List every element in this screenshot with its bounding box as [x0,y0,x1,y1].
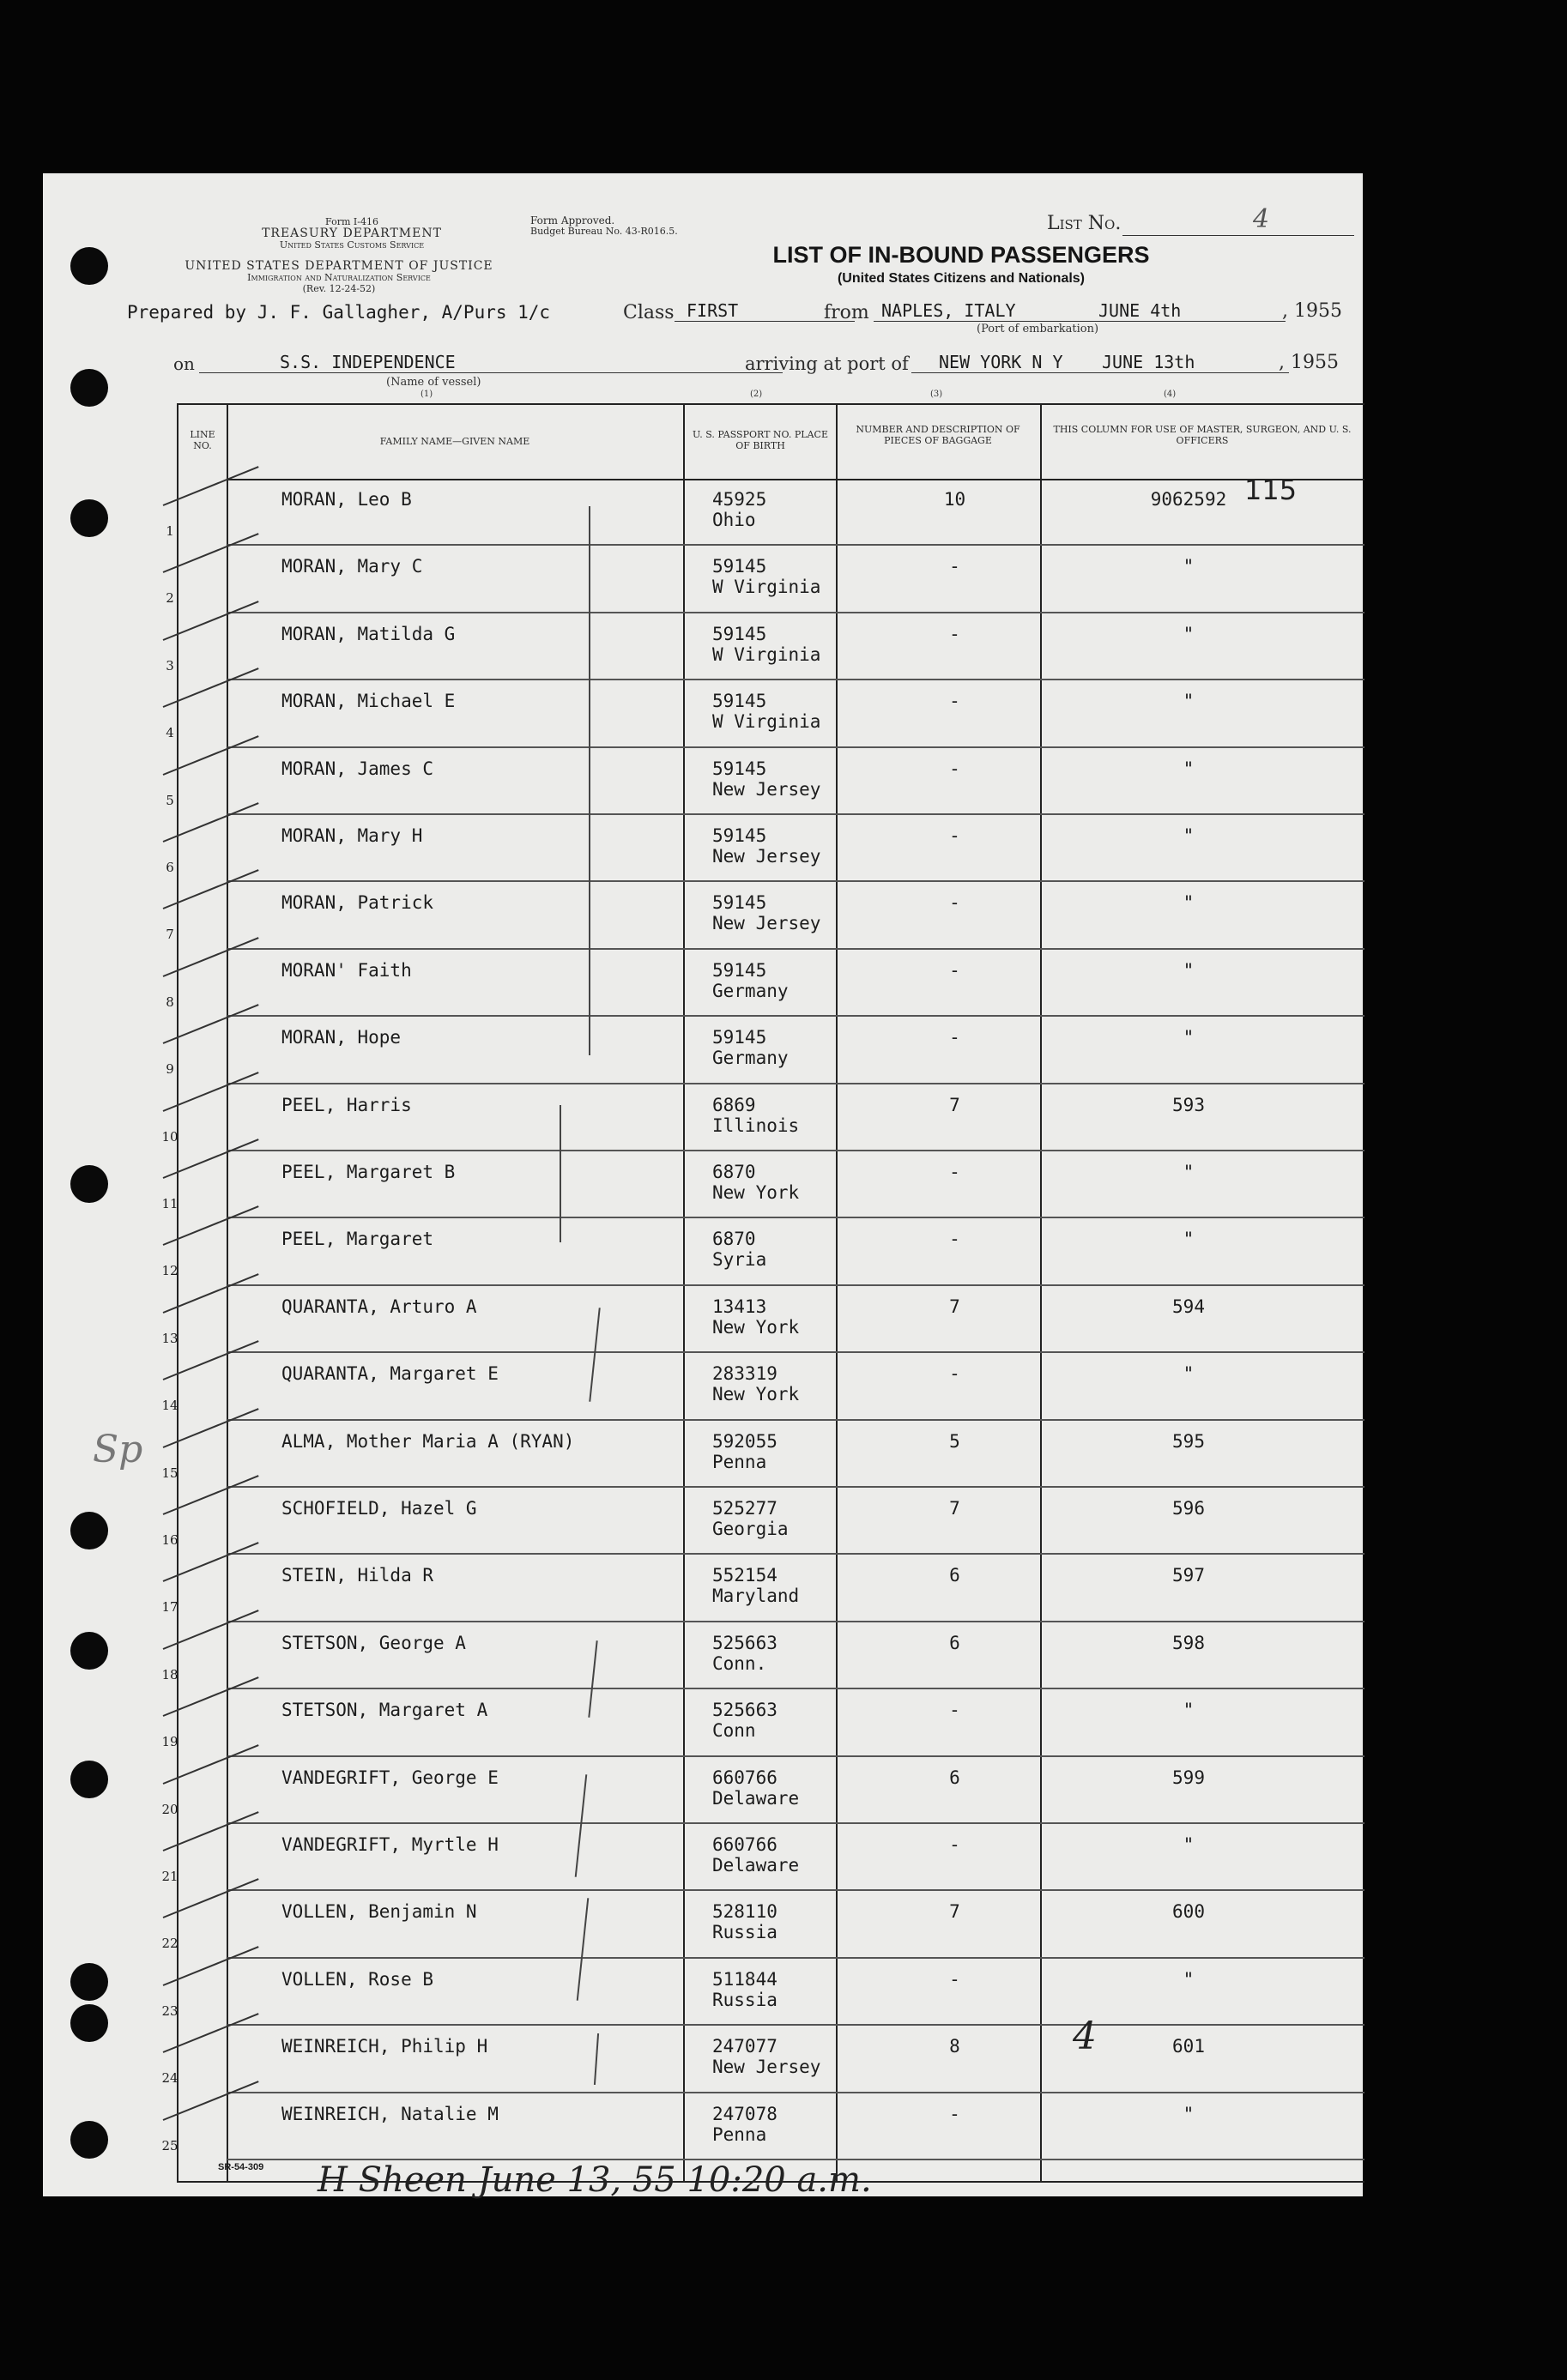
officer-entry: " [1183,691,1195,712]
passport-no: 13413 [712,1296,767,1317]
depart-year: , 1955 [1282,300,1342,322]
passport-no: 660766 [712,1767,777,1788]
table-row [43,815,1363,882]
birthplace: Syria [712,1249,767,1271]
birthplace: Illinois [712,1114,800,1136]
form-number: Form I-416 [325,216,378,227]
line-number: 8 [166,994,174,1010]
line-number: 16 [161,1532,178,1548]
line-number: 13 [161,1330,178,1346]
birthplace: Germany [712,980,789,1001]
line-number: 6 [166,860,174,875]
officer-entry: " [1183,1968,1195,1990]
table-row [43,1218,1363,1285]
passenger-name: WEINREICH, Natalie M [281,2103,499,2124]
form-title: LIST OF IN-BOUND PASSENGERS [772,242,1150,268]
class-value: FIRST [687,300,739,321]
officer-entry: 599 [1172,1767,1205,1788]
table-row [43,1421,1363,1488]
table-row [43,2093,1363,2160]
passenger-name: MORAN, Mary C [281,556,423,577]
birthplace: Delaware [712,1855,800,1876]
baggage-count: 7 [949,1296,960,1317]
line-number: 12 [161,1263,178,1279]
birthplace: New Jersey [712,778,821,800]
birthplace: Penna [712,1451,767,1472]
passenger-name: PEEL, Harris [281,1094,412,1115]
officer-entry: " [1183,1700,1195,1721]
justice-dept: UNITED STATES DEPARTMENT OF JUSTICE [185,259,493,273]
table-row [43,1555,1363,1622]
baggage-count: 8 [949,2036,960,2057]
passport-no: 525277 [712,1498,777,1519]
passport-no: 525663 [712,1632,777,1653]
line-number: 22 [161,1936,178,1952]
birthplace: Conn. [712,1652,767,1674]
line-number: 11 [161,1196,178,1211]
baggage-count: - [949,1027,960,1048]
officer-entry: " [1183,623,1195,644]
line-number: 1 [166,523,174,539]
officer-entry: 598 [1172,1632,1205,1653]
passenger-name: MORAN, Michael E [281,691,456,712]
from-label: from [824,302,869,323]
binder-hole [70,369,108,407]
passport-no: 660766 [712,1834,777,1855]
table-row [43,1286,1363,1353]
line-number: 4 [166,725,174,741]
line-number: 23 [161,2002,178,2019]
passport-no: 592055 [712,1430,777,1452]
baggage-count: 6 [949,1565,960,1586]
arrival-date: JUNE 13th [1102,352,1195,372]
list-no-value: 4 [1253,204,1270,234]
passport-no: 528110 [712,1901,777,1923]
line-number: 24 [161,2070,178,2087]
passenger-name: PEEL, Margaret B [281,1162,456,1182]
moran-bracket [589,506,590,1055]
baggage-count: - [949,1700,960,1721]
birthplace: Russia [712,1922,777,1943]
arriving-label: arriving at port of [745,353,909,374]
officer-entry: " [1183,2103,1195,2124]
baggage-count: - [949,623,960,644]
line-number: 19 [161,1734,178,1750]
col-header-passport: U. S. PASSPORT NO. PLACE OF BIRTH [692,429,829,451]
birthplace: Georgia [712,1519,789,1539]
treasury-dept: TREASURY DEPARTMENT [262,227,442,240]
birthplace: Germany [712,1048,789,1069]
passenger-name: STETSON, Margaret A [281,1700,488,1721]
from-underline [874,321,1286,322]
baggage-count: - [949,892,960,914]
officer-entry: 595 [1172,1430,1205,1452]
passport-no: 247077 [712,2036,777,2057]
col-header-name: FAMILY NAME—GIVEN NAME [379,436,530,447]
line-number: 9 [166,1061,174,1078]
passenger-name: ALMA, Mother Maria A (RYAN) [281,1430,575,1452]
passport-no: 59145 [712,959,767,981]
birthplace: Conn [712,1720,756,1742]
passport-no: 45925 [712,489,767,510]
passport-no: 6870 [712,1229,756,1250]
passport-no: 59145 [712,556,767,577]
passenger-name: MORAN, Leo B [281,489,412,510]
officer-entry: " [1183,1363,1195,1385]
officer-entry: 601 [1172,2036,1205,2057]
from-port: NAPLES, ITALY [881,300,1016,321]
baggage-count: 7 [949,1094,960,1115]
line-number: 25 [161,2137,178,2153]
passenger-name: VANDEGRIFT, George E [281,1767,499,1788]
baggage-count: - [949,825,960,846]
table-row [43,1757,1363,1824]
officer-entry: 597 [1172,1565,1205,1586]
passport-no: 247078 [712,2103,777,2124]
depart-date: JUNE 4th [1098,300,1182,321]
table-row [43,882,1363,949]
passport-no: 59145 [712,758,767,779]
line-number: 10 [161,1128,178,1145]
baggage-count: - [949,959,960,981]
passenger-name: SCHOFIELD, Hazel G [281,1498,477,1519]
birthplace: Russia [712,1989,777,2010]
list-no-label: List No. [1047,213,1122,234]
officer-entry: 596 [1172,1498,1205,1519]
officer-entry: " [1183,892,1195,914]
birthplace: New Jersey [712,913,821,934]
table-row [43,1017,1363,1084]
passport-no: 59145 [712,623,767,644]
officer-entry: 9062592 [1150,489,1227,510]
peel-bracket [560,1105,561,1242]
passenger-name: MORAN' Faith [281,959,412,981]
line-number: 14 [161,1398,178,1414]
birthplace: Ohio [712,510,756,530]
table-row [43,2026,1363,2093]
table-top-border [177,403,1364,405]
col-number-3: (3) [930,390,943,399]
baggage-count: 7 [949,1498,960,1519]
col-header-line-no: LINE NO. [190,429,215,451]
baggage-count: 7 [949,1901,960,1923]
officer-entry: " [1183,556,1195,577]
table-row [43,1824,1363,1891]
table-row [43,479,1363,546]
officer-entry: 594 [1172,1296,1205,1317]
passenger-name: STEIN, Hilda R [281,1565,434,1586]
row24-mark: 4 [1073,2015,1097,2058]
baggage-count: - [949,691,960,712]
table-row [43,950,1363,1017]
passport-no: 6869 [712,1094,756,1115]
vessel-name: S.S. INDEPENDENCE [280,352,456,372]
signature-line: H Sheen June 13, 55 10:20 a.m. [318,2160,872,2200]
budget-bureau: Budget Bureau No. 43-R016.5. [530,226,678,237]
birthplace: New Jersey [712,846,821,867]
baggage-count: - [949,1834,960,1855]
list-no-underline [1122,235,1354,236]
passport-no: 6870 [712,1162,756,1182]
passenger-name: WEINREICH, Philip H [281,2036,488,2057]
baggage-count: - [949,758,960,779]
passenger-name: VOLLEN, Benjamin N [281,1901,477,1923]
passenger-name: QUARANTA, Margaret E [281,1363,499,1385]
baggage-count: - [949,1363,960,1385]
prepared-by: Prepared by J. F. Gallagher, A/Purs 1/c [127,302,551,323]
baggage-count: - [949,2103,960,2124]
baggage-count: 6 [949,1767,960,1788]
table-row [43,748,1363,815]
birthplace: Delaware [712,1787,800,1809]
passenger-name: VANDEGRIFT, Myrtle H [281,1834,499,1855]
vessel-underline [199,372,783,373]
line-number: 3 [166,657,174,674]
officer-entry: " [1183,959,1195,981]
table-row [43,546,1363,613]
officer-entry: " [1183,1834,1195,1855]
table-row [43,1151,1363,1218]
birthplace: W Virginia [712,577,821,598]
line-number: 15 [161,1465,178,1481]
line-number: 5 [166,792,174,808]
passport-no: 59145 [712,1027,767,1048]
on-label: on [173,353,195,374]
birthplace: Penna [712,2123,767,2145]
binder-hole [70,247,108,285]
line-number: 7 [166,927,174,943]
col-header-baggage: NUMBER AND DESCRIPTION OF PIECES OF BAGGAGE [856,424,1020,446]
page-count-annotation: 115 [1244,474,1298,506]
line-number: 21 [161,1869,178,1884]
passport-no: 59145 [712,691,767,712]
passenger-name: PEEL, Margaret [281,1229,434,1250]
baggage-count: 10 [943,489,966,510]
table-row [43,1084,1363,1151]
line-number: 20 [161,1801,178,1817]
passport-no: 283319 [712,1363,777,1385]
form-approved: Form Approved. [530,214,615,227]
table-row [43,1891,1363,1958]
officer-entry: " [1183,825,1195,846]
officer-entry: " [1183,1027,1195,1048]
passport-no: 511844 [712,1968,777,1990]
officer-entry: " [1183,758,1195,779]
birthplace: W Virginia [712,711,821,733]
baggage-count: - [949,1229,960,1250]
table-row [43,1622,1363,1689]
passenger-name: QUARANTA, Arturo A [281,1296,477,1317]
baggage-count: - [949,1162,960,1182]
table-row [43,1689,1363,1756]
manifest-sheet [43,173,1363,2200]
passenger-name: MORAN, Patrick [281,892,434,914]
table-row [43,613,1363,680]
baggage-count: - [949,1968,960,1990]
passenger-name: VOLLEN, Rose B [281,1968,434,1990]
baggage-count: - [949,556,960,577]
table-row [43,680,1363,747]
table-row [43,1353,1363,1420]
birthplace: New York [712,1316,800,1338]
col-number-2: (2) [750,390,763,399]
passenger-name: STETSON, George A [281,1632,466,1653]
table-row [43,1488,1363,1555]
line-number: 17 [161,1599,178,1616]
form-subtitle: (United States Citizens and Nationals) [837,271,1086,286]
arrival-underline [911,372,1289,373]
class-label: Class [623,302,675,323]
baggage-count: 6 [949,1632,960,1653]
officer-entry: 593 [1172,1094,1205,1115]
line-number: 18 [161,1666,178,1682]
vessel-caption: (Name of vessel) [386,376,481,389]
birthplace: New York [712,1384,800,1405]
ins-service: Immigration and Naturalization Service [247,272,431,283]
col-header-officers: THIS COLUMN FOR USE OF MASTER, SURGEON, AND U. S. OFFICERS [1053,424,1352,446]
port-embark-caption: (Port of embarkation) [977,323,1099,335]
passport-no: 59145 [712,825,767,846]
officer-entry: " [1183,1229,1195,1250]
footer-code: SR-54-309 [218,2162,264,2172]
customs-service: United States Customs Service [279,239,425,251]
table-row [43,1959,1363,2026]
line-number: 2 [166,590,174,607]
passenger-name: MORAN, Mary H [281,825,423,846]
revision: (Rev. 12-24-52) [302,283,376,294]
passport-no: 552154 [712,1565,777,1586]
birthplace: Maryland [712,1586,800,1607]
officer-entry: " [1183,1162,1195,1182]
baggage-count: 5 [949,1430,960,1452]
birthplace: New Jersey [712,2057,821,2078]
col-number-4: (4) [1164,390,1177,399]
margin-mark: Sp [93,1428,143,1471]
birthplace: W Virginia [712,643,821,665]
arrival-port: NEW YORK N Y [939,352,1063,372]
col-number-1: (1) [420,390,433,399]
passport-no: 59145 [712,892,767,914]
arrival-year: , 1955 [1279,352,1339,373]
passenger-name: MORAN, Matilda G [281,623,456,644]
officer-entry: 600 [1172,1901,1205,1923]
passport-no: 525663 [712,1700,777,1721]
passenger-name: MORAN, Hope [281,1027,402,1048]
birthplace: New York [712,1182,800,1203]
passenger-name: MORAN, James C [281,758,434,779]
